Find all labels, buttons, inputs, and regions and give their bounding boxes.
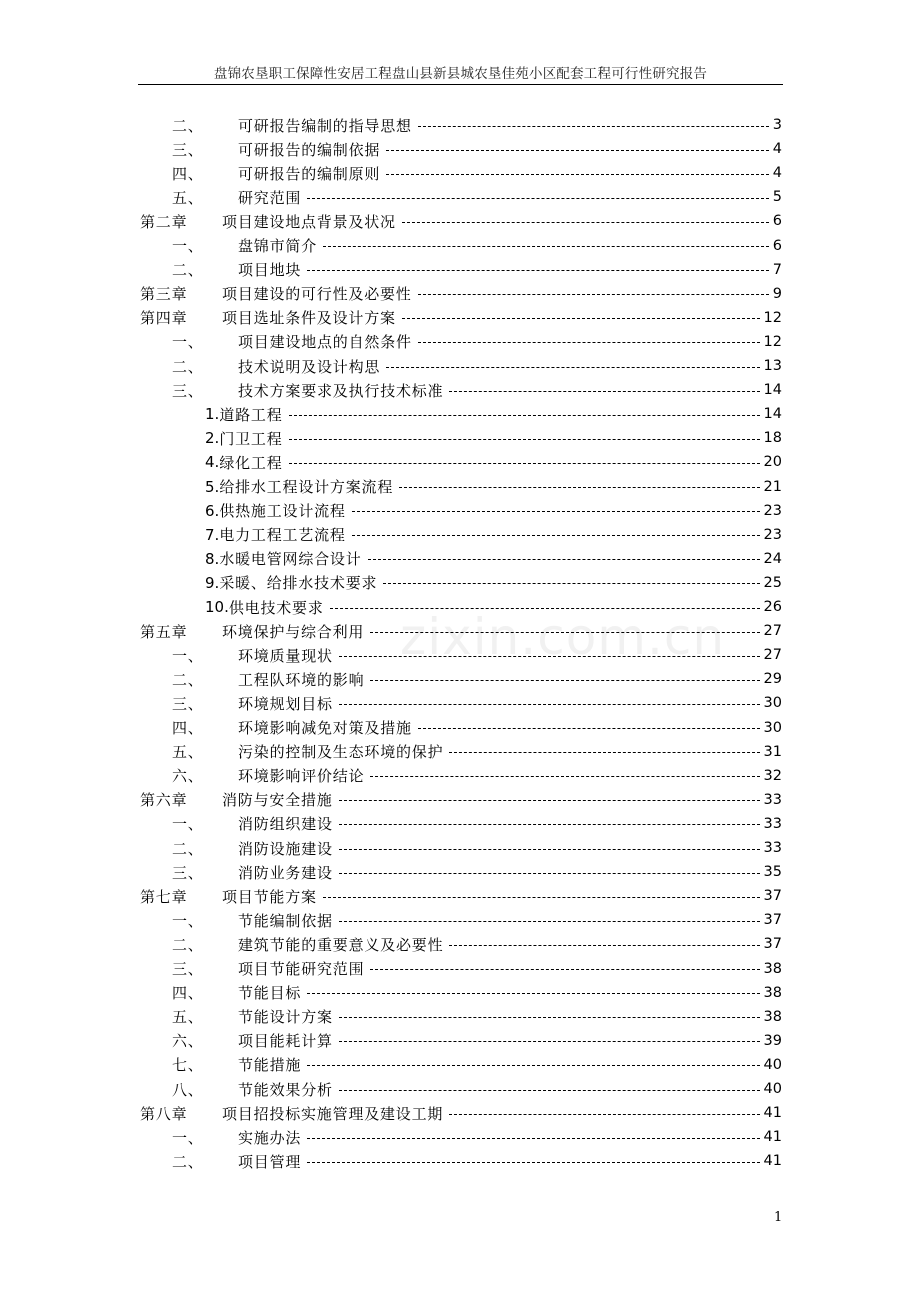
- toc-entry-title: 道路工程: [219, 405, 283, 424]
- toc-entry-title: 消防组织建设: [238, 815, 333, 834]
- toc-entry-title: 项目招投标实施管理及建设工期: [222, 1104, 444, 1123]
- header-divider: [138, 84, 783, 85]
- toc-entry-title: 盘锦市简介: [238, 237, 318, 255]
- toc-entry-number: 一、: [172, 333, 204, 352]
- dot-leader: [289, 439, 760, 440]
- dot-leader: [339, 1041, 760, 1042]
- toc-entry[interactable]: [172, 836, 782, 860]
- dot-leader: [402, 222, 769, 223]
- dot-leader: [370, 776, 759, 777]
- toc-entry-title: 消防业务建设: [238, 863, 333, 882]
- toc-entry-page: 41: [763, 1105, 782, 1122]
- dot-leader: [370, 632, 759, 633]
- toc-entry-title: 电力工程工艺流程: [219, 526, 346, 545]
- dot-leader: [418, 728, 760, 729]
- dot-leader: [402, 318, 760, 319]
- toc-entry-page: 3: [772, 117, 782, 133]
- toc-entry[interactable]: [140, 788, 782, 812]
- toc-entry-number: 一、: [172, 815, 204, 834]
- dot-leader: [323, 246, 769, 247]
- toc-entry-number: 一、: [172, 646, 204, 665]
- dot-leader: [352, 535, 760, 536]
- dot-leader: [339, 1017, 760, 1018]
- toc-entry[interactable]: [172, 908, 782, 932]
- toc-entry[interactable]: [172, 764, 782, 788]
- dot-leader: [418, 342, 760, 343]
- toc-entry-page: 35: [763, 864, 782, 881]
- toc-entry-page: 41: [763, 1153, 782, 1170]
- toc-entry-number: 8.: [205, 549, 220, 568]
- toc-entry-title: 节能目标: [238, 984, 302, 1003]
- toc-entry[interactable]: [172, 330, 782, 354]
- toc-entry[interactable]: [172, 812, 782, 836]
- toc-entry-number: 4.: [205, 453, 220, 472]
- toc-entry[interactable]: [205, 402, 782, 426]
- toc-entry-page: 6: [772, 237, 782, 254]
- toc-entry-title: 供电技术要求: [228, 598, 324, 617]
- toc-entry-title: 可研报告编制的指导思想: [238, 116, 412, 135]
- dot-leader: [386, 150, 769, 151]
- toc-entry-title: 项目选址条件及设计方案: [222, 309, 396, 328]
- toc-entry[interactable]: [172, 1149, 782, 1173]
- dot-leader: [449, 391, 759, 392]
- toc-entry-number: 三、: [172, 863, 204, 882]
- toc-entry-page: 29: [763, 671, 782, 688]
- toc-entry-title: 项目地块: [238, 261, 302, 280]
- dot-leader: [449, 752, 759, 753]
- toc-entry-title: 污染的控制及生态环境的保护: [238, 743, 444, 762]
- toc-entry-page: 23: [763, 526, 782, 543]
- toc-entry-number: 五、: [172, 188, 204, 207]
- toc-entry-title: 项目节能方案: [222, 887, 317, 906]
- watermark: zixin.com.cn: [400, 608, 726, 666]
- toc-entry-page: 31: [763, 743, 782, 760]
- header-title: 盘锦农垦职工保障性安居工程盘山县新县城农垦佳苑小区配套工程可行性研究报告: [213, 66, 708, 82]
- toc-entry[interactable]: [205, 547, 782, 571]
- toc-entry-page: 20: [763, 454, 782, 471]
- dot-leader: [370, 680, 759, 681]
- toc-entry-title: 技术方案要求及执行技术标准: [238, 381, 444, 400]
- toc-entry-page: 5: [772, 189, 782, 206]
- toc-entry-number: 一、: [172, 1128, 204, 1147]
- toc-entry-title: 环境影响评价结论: [238, 767, 365, 786]
- toc-entry[interactable]: [172, 1005, 782, 1029]
- toc-entry[interactable]: [172, 113, 782, 137]
- toc-entry-page: 9: [772, 285, 782, 302]
- toc-entry-page: 4: [772, 165, 782, 182]
- toc-entry-title: 节能编制依据: [238, 911, 333, 930]
- dot-leader: [370, 969, 759, 970]
- dot-leader: [418, 294, 769, 295]
- toc-entry[interactable]: [140, 306, 782, 330]
- toc-entry-page: 33: [763, 791, 782, 808]
- toc-entry-page: 26: [763, 599, 782, 615]
- toc-entry-number: 7.: [205, 525, 220, 544]
- toc-entry-page: 24: [763, 550, 782, 567]
- toc-entry-title: 技术说明及设计构思: [238, 357, 381, 376]
- dot-leader: [339, 921, 760, 922]
- toc-entry-title: 项目节能研究范围: [238, 960, 365, 978]
- toc-entry-page: 37: [763, 888, 782, 905]
- toc-entry-page: 41: [763, 1129, 782, 1146]
- toc-entry[interactable]: [205, 499, 782, 523]
- toc-entry-page: 33: [763, 840, 782, 856]
- toc-entry[interactable]: [140, 209, 782, 233]
- toc-entry[interactable]: [140, 884, 782, 908]
- toc-entry-number: 六、: [172, 1032, 204, 1051]
- toc-entry-title: 环境保护与综合利用: [222, 622, 365, 641]
- toc-entry-title: 给排水工程设计方案流程: [219, 478, 394, 496]
- toc-entry-page: 40: [763, 1081, 782, 1097]
- toc-entry[interactable]: [172, 981, 782, 1005]
- toc-entry-page: 4: [772, 141, 782, 158]
- toc-entry-number: 二、: [172, 670, 204, 689]
- dot-leader: [307, 270, 769, 271]
- toc-entry-number: 1.: [205, 405, 220, 424]
- toc-entry-page: 38: [763, 960, 782, 977]
- toc-entry-title: 环境影响减免对策及措施: [238, 719, 412, 737]
- dot-leader: [339, 873, 760, 874]
- toc-entry[interactable]: [140, 1101, 782, 1125]
- toc-entry-page: 32: [763, 767, 782, 784]
- toc-entry-number: 6.: [205, 501, 220, 520]
- page-number: 1: [774, 1210, 783, 1225]
- toc-entry[interactable]: [172, 740, 782, 764]
- dot-leader: [339, 704, 760, 705]
- toc-entry-number: 三、: [172, 381, 204, 400]
- toc-entry[interactable]: [172, 957, 782, 981]
- toc-entry-title: 采暖、给排水技术要求: [219, 574, 378, 593]
- toc-entry-page: 27: [763, 647, 782, 664]
- toc-entry-title: 研究范围: [238, 188, 302, 207]
- toc-entry-number: 三、: [172, 694, 204, 713]
- toc-entry-title: 消防设施建设: [238, 839, 333, 858]
- toc-entry-number: 三、: [172, 960, 204, 978]
- toc-entry-title: 环境规划目标: [238, 694, 333, 713]
- toc-entry-page: 12: [763, 333, 782, 350]
- toc-entry-title: 项目能耗计算: [238, 1032, 333, 1051]
- toc-entry-page: 12: [763, 309, 782, 326]
- toc-entry-page: 25: [763, 574, 782, 591]
- toc-entry-number: 第六章: [140, 791, 188, 810]
- dot-leader: [449, 1114, 759, 1115]
- toc-entry-title: 节能措施: [238, 1056, 302, 1075]
- toc-entry[interactable]: [172, 932, 782, 956]
- dot-leader: [307, 1162, 759, 1163]
- toc-entry-number: 八、: [172, 1080, 204, 1099]
- toc-entry-number: 第三章: [140, 285, 188, 304]
- toc-entry-title: 环境质量现状: [238, 646, 333, 665]
- toc-entry-title: 水暖电管网综合设计: [219, 550, 362, 569]
- toc-entry-page: 14: [763, 382, 782, 399]
- dot-leader: [307, 993, 759, 994]
- toc-entry-number: 一、: [172, 911, 204, 930]
- toc-entry[interactable]: [172, 716, 782, 740]
- toc-entry-number: 二、: [172, 935, 204, 954]
- toc-entry-title: 建筑节能的重要意义及必要性: [238, 935, 444, 954]
- toc-entry[interactable]: [140, 619, 782, 643]
- toc-entry[interactable]: [205, 450, 782, 474]
- dot-leader: [399, 487, 759, 488]
- toc-entry-page: 33: [763, 815, 782, 832]
- toc-entry-number: 四、: [172, 164, 204, 183]
- toc-entry-page: 39: [763, 1032, 782, 1049]
- dot-leader: [418, 126, 769, 127]
- toc-entry-number: 10.: [205, 598, 229, 616]
- toc-entry-number: 二、: [172, 261, 204, 280]
- dot-leader: [386, 367, 759, 368]
- toc-entry[interactable]: [205, 475, 782, 499]
- toc-entry-title: 可研报告的编制原则: [238, 164, 381, 183]
- toc-entry-title: 绿化工程: [219, 453, 283, 472]
- toc-entry-page: 38: [763, 984, 782, 1001]
- toc-entry-page: 40: [763, 1056, 782, 1073]
- toc-entry-number: 第五章: [140, 622, 188, 641]
- toc-entry-page: 18: [763, 430, 782, 447]
- toc-entry[interactable]: [172, 1053, 782, 1077]
- dot-leader: [307, 1065, 759, 1066]
- toc-entry-title: 项目管理: [238, 1152, 302, 1171]
- toc-entry-title: 实施办法: [238, 1128, 302, 1147]
- dot-leader: [383, 583, 759, 584]
- dot-leader: [339, 1090, 760, 1091]
- toc-entry-page: 7: [772, 261, 782, 278]
- dot-leader: [323, 897, 760, 898]
- toc-entry-number: 五、: [172, 1008, 204, 1027]
- toc-entry-title: 供热施工设计流程: [219, 502, 346, 521]
- toc-entry-number: 2.: [205, 429, 220, 448]
- toc-entry-number: 5.: [205, 477, 220, 496]
- toc-entry-page: 37: [763, 912, 782, 929]
- dot-leader: [339, 800, 760, 801]
- toc-entry-title: 项目建设地点背景及状况: [222, 212, 396, 231]
- toc-entry[interactable]: [172, 234, 782, 258]
- toc-entry-page: 37: [763, 936, 782, 953]
- toc-entry-number: 四、: [172, 719, 204, 737]
- toc-entry[interactable]: [140, 282, 782, 306]
- dot-leader: [368, 559, 760, 560]
- toc-entry-title: 节能效果分析: [238, 1080, 333, 1099]
- toc-entry-title: 项目建设的可行性及必要性: [222, 285, 412, 304]
- toc-entry-number: 第八章: [140, 1104, 188, 1123]
- dot-leader: [289, 463, 760, 464]
- toc-entry-number: 第二章: [140, 212, 188, 231]
- dot-leader: [339, 656, 760, 657]
- toc-entry[interactable]: [172, 667, 782, 691]
- toc-entry-title: 门卫工程: [219, 429, 283, 448]
- toc-entry[interactable]: [172, 161, 782, 185]
- toc-entry[interactable]: [205, 571, 782, 595]
- toc-entry[interactable]: [172, 354, 782, 378]
- toc-entry-page: 23: [763, 502, 782, 519]
- toc-entry-title: 项目建设地点的自然条件: [238, 333, 412, 352]
- toc-entry-number: 三、: [172, 140, 204, 159]
- toc-entry-number: 四、: [172, 984, 204, 1003]
- dot-leader: [449, 945, 759, 946]
- toc-entry[interactable]: [172, 378, 782, 402]
- toc-entry-title: 可研报告的编制依据: [238, 140, 381, 159]
- toc-entry-number: 二、: [172, 357, 204, 376]
- toc-entry-page: 14: [763, 406, 782, 423]
- toc-entry[interactable]: [205, 426, 782, 450]
- toc-entry-title: 工程队环境的影响: [238, 670, 365, 689]
- toc-entry-number: 六、: [172, 767, 204, 786]
- toc-entry[interactable]: [172, 1077, 782, 1101]
- dot-leader: [352, 511, 760, 512]
- toc-entry[interactable]: [172, 643, 782, 667]
- dot-leader: [289, 415, 760, 416]
- toc-entry[interactable]: [205, 595, 782, 619]
- toc-entry-number: 第七章: [140, 887, 188, 906]
- toc-entry[interactable]: [172, 1029, 782, 1053]
- toc-entry-number: 一、: [172, 237, 204, 255]
- toc-entry[interactable]: [172, 691, 782, 715]
- toc-entry-page: 13: [763, 358, 782, 374]
- toc-entry[interactable]: [172, 860, 782, 884]
- dot-leader: [386, 174, 769, 175]
- toc-entry[interactable]: [172, 258, 782, 282]
- dot-leader: [307, 198, 769, 199]
- dot-leader: [339, 849, 760, 850]
- toc-entry-title: 节能设计方案: [238, 1008, 333, 1027]
- toc-entry[interactable]: [172, 137, 782, 161]
- toc-entry[interactable]: [172, 1125, 782, 1149]
- toc-entry-page: 27: [763, 623, 782, 640]
- dot-leader: [339, 824, 760, 825]
- toc-entry-number: 9.: [205, 573, 220, 592]
- dot-leader: [330, 608, 760, 609]
- toc-entry-page: 6: [772, 213, 782, 230]
- toc-entry-page: 21: [763, 478, 782, 495]
- toc-entry-number: 七、: [172, 1056, 204, 1075]
- dot-leader: [307, 1138, 759, 1139]
- toc-entry-number: 二、: [172, 839, 204, 858]
- toc-entry-number: 二、: [172, 116, 204, 135]
- toc-entry-page: 30: [763, 719, 782, 736]
- toc-entry-title: 消防与安全措施: [222, 791, 333, 810]
- toc-entry-number: 二、: [172, 1152, 204, 1171]
- toc-entry-page: 38: [763, 1008, 782, 1025]
- toc-entry-number: 五、: [172, 743, 204, 762]
- toc-entry-number: 第四章: [140, 309, 188, 328]
- toc-entry[interactable]: [205, 523, 782, 547]
- toc-entry-page: 30: [763, 695, 782, 712]
- toc-entry[interactable]: [172, 185, 782, 209]
